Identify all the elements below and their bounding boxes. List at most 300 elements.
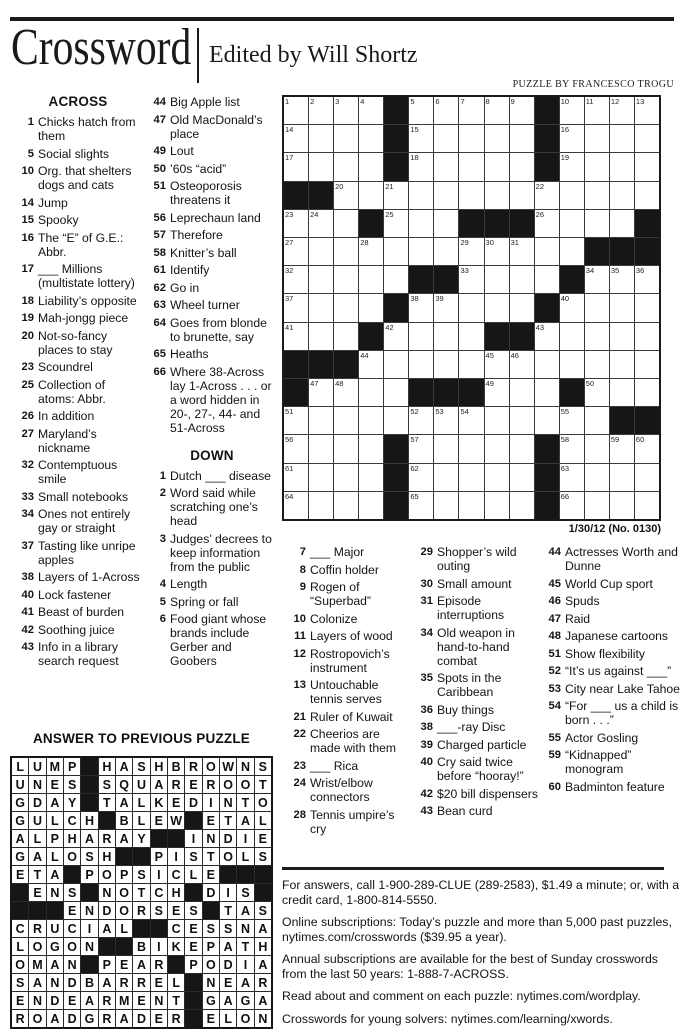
clue-item bbox=[146, 486, 278, 528]
grid-cell[interactable] bbox=[510, 407, 534, 434]
clue-text: Old weapon in hand-to-hand combat bbox=[437, 625, 515, 668]
grid-cell[interactable] bbox=[485, 266, 509, 293]
grid-cell[interactable] bbox=[434, 492, 458, 519]
grid-cell[interactable] bbox=[359, 464, 383, 491]
grid-cell[interactable] bbox=[359, 435, 383, 462]
grid-cell[interactable] bbox=[585, 435, 609, 462]
grid-cell[interactable] bbox=[309, 125, 333, 152]
answer-letter: O bbox=[67, 849, 78, 864]
grid-cell[interactable] bbox=[284, 323, 308, 350]
grid-cell[interactable] bbox=[409, 238, 433, 265]
grid-cell[interactable] bbox=[485, 182, 509, 209]
clue-number: 18 bbox=[21, 294, 34, 307]
grid-cell[interactable] bbox=[585, 379, 609, 406]
grid-cell bbox=[255, 974, 271, 991]
answer-letter: O bbox=[32, 939, 43, 954]
grid-block-cell bbox=[585, 238, 609, 265]
clue-text: Show flexibility bbox=[565, 646, 645, 661]
grid-cell[interactable] bbox=[384, 407, 408, 434]
grid-cell[interactable] bbox=[635, 351, 659, 378]
grid-cell[interactable] bbox=[309, 492, 333, 519]
answer-letter: O bbox=[32, 1011, 43, 1026]
grid-cell[interactable] bbox=[359, 97, 383, 124]
grid-cell[interactable] bbox=[635, 153, 659, 180]
grid-cell[interactable] bbox=[485, 464, 509, 491]
grid-block-cell bbox=[359, 323, 383, 350]
clue-number: 26 bbox=[21, 410, 34, 422]
clue-text: Actresses Worth and Dunne bbox=[565, 545, 678, 573]
grid-cell[interactable] bbox=[309, 435, 333, 462]
grid-cell[interactable] bbox=[434, 238, 458, 265]
grid-cell[interactable] bbox=[485, 351, 509, 378]
grid-cell bbox=[99, 758, 115, 775]
grid-cell[interactable] bbox=[635, 379, 659, 406]
grid-cell[interactable] bbox=[510, 238, 534, 265]
grid-cell bbox=[99, 866, 115, 883]
grid-cell[interactable] bbox=[635, 492, 659, 519]
grid-cell[interactable] bbox=[359, 407, 383, 434]
grid-cell[interactable] bbox=[334, 323, 358, 350]
grid-cell[interactable] bbox=[309, 153, 333, 180]
grid-cell[interactable] bbox=[434, 407, 458, 434]
answer-letter: L bbox=[172, 975, 180, 990]
grid-cell[interactable] bbox=[334, 97, 358, 124]
grid-cell[interactable] bbox=[284, 266, 308, 293]
grid-cell[interactable] bbox=[309, 323, 333, 350]
grid-cell[interactable] bbox=[434, 464, 458, 491]
grid-cell[interactable] bbox=[585, 323, 609, 350]
grid-cell bbox=[64, 776, 80, 793]
clue-number: 59 bbox=[548, 749, 561, 761]
grid-cell[interactable] bbox=[535, 407, 559, 434]
grid-cell[interactable] bbox=[459, 464, 483, 491]
grid-cell[interactable] bbox=[560, 153, 584, 180]
grid-cell[interactable] bbox=[334, 153, 358, 180]
grid-cell[interactable] bbox=[635, 323, 659, 350]
grid-cell[interactable] bbox=[585, 407, 609, 434]
answer-letter: A bbox=[50, 1011, 60, 1026]
grid-cell[interactable] bbox=[510, 435, 534, 462]
grid-cell[interactable] bbox=[409, 323, 433, 350]
grid-cell bbox=[12, 938, 28, 955]
answer-letter: O bbox=[119, 885, 130, 900]
grid-cell[interactable] bbox=[409, 351, 433, 378]
grid-cell[interactable] bbox=[284, 435, 308, 462]
clue-number: 63 bbox=[153, 299, 166, 311]
clue-number: 20 bbox=[21, 329, 34, 342]
grid-cell[interactable] bbox=[459, 238, 483, 265]
grid-cell[interactable] bbox=[510, 492, 534, 519]
grid-cell[interactable] bbox=[334, 182, 358, 209]
grid-cell bbox=[220, 848, 236, 865]
grid-cell[interactable] bbox=[334, 210, 358, 237]
grid-cell[interactable] bbox=[359, 153, 383, 180]
grid-cell[interactable] bbox=[359, 351, 383, 378]
grid-cell bbox=[133, 902, 149, 919]
grid-cell[interactable] bbox=[409, 125, 433, 152]
grid-cell[interactable] bbox=[510, 464, 534, 491]
grid-cell[interactable] bbox=[535, 351, 559, 378]
grid-block-cell bbox=[168, 956, 184, 973]
grid-cell[interactable] bbox=[585, 266, 609, 293]
grid-cell bbox=[185, 758, 201, 775]
grid-cell[interactable] bbox=[510, 153, 534, 180]
cell-number: 28 bbox=[360, 238, 369, 247]
answer-letter: A bbox=[240, 903, 250, 918]
grid-cell[interactable] bbox=[610, 153, 634, 180]
grid-cell[interactable] bbox=[459, 407, 483, 434]
grid-cell[interactable] bbox=[459, 323, 483, 350]
grid-cell[interactable] bbox=[434, 97, 458, 124]
grid-cell[interactable] bbox=[610, 464, 634, 491]
grid-cell bbox=[168, 920, 184, 937]
grid-cell[interactable] bbox=[485, 379, 509, 406]
grid-cell[interactable] bbox=[610, 210, 634, 237]
grid-cell[interactable] bbox=[434, 294, 458, 321]
grid-cell[interactable] bbox=[334, 407, 358, 434]
answer-letter: B bbox=[119, 813, 129, 828]
grid-cell bbox=[64, 992, 80, 1009]
grid-cell[interactable] bbox=[635, 266, 659, 293]
grid-cell bbox=[237, 920, 253, 937]
grid-cell[interactable] bbox=[610, 323, 634, 350]
clue-item bbox=[286, 647, 412, 675]
grid-cell[interactable] bbox=[284, 153, 308, 180]
clue-text: Ones not entirely gay or straight bbox=[38, 507, 131, 535]
grid-cell[interactable] bbox=[485, 294, 509, 321]
grid-cell[interactable] bbox=[585, 210, 609, 237]
grid-cell[interactable] bbox=[510, 266, 534, 293]
grid-cell[interactable] bbox=[434, 182, 458, 209]
grid-cell[interactable] bbox=[409, 407, 433, 434]
grid-cell[interactable] bbox=[610, 351, 634, 378]
grid-cell[interactable] bbox=[459, 492, 483, 519]
grid-cell[interactable] bbox=[585, 351, 609, 378]
grid-cell[interactable] bbox=[610, 294, 634, 321]
clue-text: ___ Millions (multistate lottery) bbox=[38, 262, 135, 290]
grid-cell[interactable] bbox=[384, 182, 408, 209]
clue-item bbox=[413, 577, 540, 591]
down-header: DOWN bbox=[190, 447, 234, 463]
grid-cell[interactable] bbox=[560, 464, 584, 491]
clue-text: Coffin holder bbox=[310, 562, 379, 577]
grid-cell[interactable] bbox=[635, 182, 659, 209]
cell-number: 33 bbox=[460, 266, 469, 276]
grid-cell[interactable] bbox=[309, 464, 333, 491]
answer-letter: I bbox=[174, 849, 178, 864]
grid-cell[interactable] bbox=[635, 125, 659, 152]
grid-cell[interactable] bbox=[284, 210, 308, 237]
grid-block-cell bbox=[116, 938, 132, 955]
answer-letter: L bbox=[137, 795, 146, 810]
grid-cell[interactable] bbox=[560, 210, 584, 237]
grid-cell[interactable] bbox=[560, 97, 584, 124]
grid-cell bbox=[151, 794, 167, 811]
grid-cell[interactable] bbox=[384, 238, 408, 265]
grid-cell bbox=[220, 956, 236, 973]
grid-cell[interactable] bbox=[535, 266, 559, 293]
grid-cell bbox=[151, 956, 167, 973]
grid-cell[interactable] bbox=[409, 492, 433, 519]
clue-number: 62 bbox=[153, 281, 166, 294]
grid-cell[interactable] bbox=[334, 435, 358, 462]
answer-letter: A bbox=[223, 939, 233, 954]
grid-cell[interactable] bbox=[535, 323, 559, 350]
grid-cell[interactable] bbox=[560, 294, 584, 321]
grid-cell[interactable] bbox=[585, 153, 609, 180]
grid-block-cell bbox=[610, 407, 634, 434]
grid-cell[interactable] bbox=[535, 238, 559, 265]
grid-cell[interactable] bbox=[585, 294, 609, 321]
grid-cell[interactable] bbox=[510, 294, 534, 321]
grid-cell[interactable] bbox=[635, 294, 659, 321]
grid-cell[interactable] bbox=[535, 379, 559, 406]
grid-cell[interactable] bbox=[610, 266, 634, 293]
cell-number: 3 bbox=[335, 97, 340, 106]
grid-cell[interactable] bbox=[434, 125, 458, 152]
grid-cell bbox=[47, 956, 63, 973]
grid-cell[interactable] bbox=[560, 407, 584, 434]
clue-item bbox=[14, 311, 142, 325]
grid-cell[interactable] bbox=[334, 266, 358, 293]
grid-cell bbox=[203, 1010, 219, 1027]
grid-cell[interactable] bbox=[560, 182, 584, 209]
grid-cell[interactable] bbox=[485, 238, 509, 265]
grid-cell[interactable] bbox=[384, 379, 408, 406]
grid-cell[interactable] bbox=[384, 210, 408, 237]
grid-cell[interactable] bbox=[409, 210, 433, 237]
grid-cell[interactable] bbox=[585, 464, 609, 491]
clue-text: Wrist/elbow connectors bbox=[310, 776, 373, 804]
grid-cell[interactable] bbox=[434, 153, 458, 180]
clue-text: Not-so-fancy places to stay bbox=[38, 328, 113, 357]
grid-cell[interactable] bbox=[284, 97, 308, 124]
cell-number: 48 bbox=[335, 379, 344, 388]
grid-cell[interactable] bbox=[610, 97, 634, 124]
grid-cell bbox=[99, 974, 115, 991]
grid-cell[interactable] bbox=[409, 294, 433, 321]
grid-cell[interactable] bbox=[560, 238, 584, 265]
clue-text: Shopper’s wild outing bbox=[437, 545, 517, 573]
grid-cell[interactable] bbox=[635, 464, 659, 491]
grid-cell[interactable] bbox=[635, 435, 659, 462]
clue-item bbox=[14, 147, 142, 161]
grid-cell[interactable] bbox=[459, 182, 483, 209]
clue-item bbox=[286, 759, 412, 773]
clue-item bbox=[286, 563, 412, 577]
cell-number: 30 bbox=[485, 238, 494, 247]
clue-text: Length bbox=[170, 577, 208, 591]
grid-cell[interactable] bbox=[459, 97, 483, 124]
clue-item bbox=[146, 113, 278, 141]
grid-cell[interactable] bbox=[535, 210, 559, 237]
answer-letter: A bbox=[50, 795, 60, 810]
grid-cell[interactable] bbox=[409, 464, 433, 491]
grid-cell[interactable] bbox=[409, 97, 433, 124]
footer-line: Read about and comment on each puzzle: nytimes.com/wordplay. bbox=[282, 989, 641, 1004]
grid-cell[interactable] bbox=[560, 435, 584, 462]
grid-cell bbox=[133, 776, 149, 793]
grid-cell[interactable] bbox=[359, 379, 383, 406]
clue-number: 48 bbox=[548, 630, 561, 642]
grid-cell[interactable] bbox=[309, 379, 333, 406]
clue-item bbox=[413, 755, 540, 783]
clue-number: 24 bbox=[293, 777, 306, 789]
clue-text: Old MacDonald’s place bbox=[170, 112, 263, 141]
grid-cell[interactable] bbox=[309, 266, 333, 293]
grid-cell[interactable] bbox=[459, 125, 483, 152]
grid-cell[interactable] bbox=[309, 407, 333, 434]
grid-cell bbox=[116, 866, 132, 883]
cell-number: 56 bbox=[285, 435, 294, 445]
grid-cell[interactable] bbox=[560, 351, 584, 378]
grid-cell[interactable] bbox=[459, 435, 483, 462]
grid-cell bbox=[220, 830, 236, 847]
clue-number: 37 bbox=[21, 539, 34, 552]
grid-cell[interactable] bbox=[384, 351, 408, 378]
grid-cell[interactable] bbox=[359, 266, 383, 293]
grid-cell[interactable] bbox=[284, 125, 308, 152]
grid-cell[interactable] bbox=[309, 238, 333, 265]
grid-cell[interactable] bbox=[459, 266, 483, 293]
grid-cell[interactable] bbox=[334, 379, 358, 406]
grid-cell[interactable] bbox=[459, 153, 483, 180]
grid-cell[interactable] bbox=[359, 294, 383, 321]
grid-cell[interactable] bbox=[284, 238, 308, 265]
clue-item bbox=[541, 545, 684, 573]
grid-cell bbox=[99, 956, 115, 973]
answer-letter: I bbox=[243, 957, 248, 972]
grid-cell[interactable] bbox=[459, 351, 483, 378]
answer-letter: S bbox=[154, 903, 163, 918]
grid-cell[interactable] bbox=[409, 435, 433, 462]
grid-cell[interactable] bbox=[485, 407, 509, 434]
grid-cell[interactable] bbox=[585, 492, 609, 519]
answer-letter: N bbox=[206, 975, 216, 990]
answer-letter: S bbox=[137, 759, 146, 774]
grid-cell[interactable] bbox=[585, 182, 609, 209]
answer-letter: S bbox=[223, 921, 233, 936]
answer-letter: G bbox=[15, 813, 26, 828]
clue-item bbox=[14, 458, 142, 486]
grid-cell[interactable] bbox=[334, 464, 358, 491]
grid-cell bbox=[64, 794, 80, 811]
grid-cell[interactable] bbox=[610, 182, 634, 209]
cell-number: 64 bbox=[285, 491, 294, 501]
grid-cell[interactable] bbox=[560, 492, 584, 519]
footer-line: Annual subscriptions are available for the best of Sunday crosswords from the last 50 years: 1-888-7-ACROSS. bbox=[282, 952, 658, 981]
grid-cell[interactable] bbox=[610, 492, 634, 519]
grid-cell[interactable] bbox=[585, 97, 609, 124]
answer-letter: P bbox=[119, 867, 129, 882]
clue-item bbox=[286, 678, 412, 706]
clue-text: Dutch ___ disease bbox=[170, 468, 271, 483]
clue-text: Layers of wood bbox=[310, 629, 393, 643]
cell-number: 4 bbox=[360, 97, 365, 106]
answer-letter: S bbox=[85, 849, 94, 864]
grid-cell[interactable] bbox=[635, 97, 659, 124]
grid-cell[interactable] bbox=[560, 125, 584, 152]
grid-cell bbox=[47, 920, 63, 937]
grid-cell[interactable] bbox=[334, 238, 358, 265]
grid-cell[interactable] bbox=[485, 153, 509, 180]
clue-item bbox=[286, 545, 412, 559]
grid-cell[interactable] bbox=[585, 125, 609, 152]
grid-cell[interactable] bbox=[485, 97, 509, 124]
grid-cell[interactable] bbox=[284, 407, 308, 434]
grid-cell[interactable] bbox=[485, 125, 509, 152]
grid-cell[interactable] bbox=[560, 323, 584, 350]
grid-cell[interactable] bbox=[610, 125, 634, 152]
clue-text: Spuds bbox=[565, 594, 600, 608]
cell-number: 10 bbox=[560, 97, 570, 106]
grid-cell[interactable] bbox=[334, 294, 358, 321]
grid-cell bbox=[168, 884, 184, 901]
grid-cell[interactable] bbox=[384, 266, 408, 293]
grid-cell[interactable] bbox=[434, 323, 458, 350]
grid-cell[interactable] bbox=[535, 182, 559, 209]
grid-cell[interactable] bbox=[510, 125, 534, 152]
grid-cell[interactable] bbox=[359, 182, 383, 209]
grid-cell[interactable] bbox=[309, 294, 333, 321]
grid-cell[interactable] bbox=[610, 379, 634, 406]
answer-letter: O bbox=[119, 903, 130, 918]
grid-cell[interactable] bbox=[434, 210, 458, 237]
clue-item bbox=[146, 179, 278, 207]
clue-column-5 bbox=[541, 545, 684, 797]
grid-cell[interactable] bbox=[434, 351, 458, 378]
grid-cell[interactable] bbox=[434, 435, 458, 462]
grid-cell[interactable] bbox=[409, 153, 433, 180]
grid-cell[interactable] bbox=[459, 294, 483, 321]
clue-number: 56 bbox=[153, 211, 166, 224]
cell-number: 26 bbox=[535, 209, 544, 219]
grid-cell[interactable] bbox=[334, 125, 358, 152]
grid-cell[interactable] bbox=[334, 492, 358, 519]
answer-letter: E bbox=[171, 903, 181, 918]
grid-cell[interactable] bbox=[359, 125, 383, 152]
grid-cell[interactable] bbox=[359, 492, 383, 519]
grid-cell[interactable] bbox=[409, 182, 433, 209]
answer-letter: O bbox=[101, 867, 112, 882]
grid-cell[interactable] bbox=[384, 323, 408, 350]
grid-cell[interactable] bbox=[309, 210, 333, 237]
grid-cell bbox=[133, 974, 149, 991]
grid-cell[interactable] bbox=[284, 492, 308, 519]
grid-cell[interactable] bbox=[485, 492, 509, 519]
cell-number: 36 bbox=[635, 266, 645, 276]
answer-letter: S bbox=[102, 777, 111, 792]
grid-block-cell bbox=[220, 866, 236, 883]
grid-cell[interactable] bbox=[510, 351, 534, 378]
clue-number: 27 bbox=[21, 427, 34, 440]
cell-number: 43 bbox=[535, 322, 544, 332]
grid-cell[interactable] bbox=[610, 435, 634, 462]
clue-text: Lock fastener bbox=[38, 587, 112, 602]
clue-number: 15 bbox=[21, 214, 34, 226]
grid-cell[interactable] bbox=[510, 379, 534, 406]
grid-cell[interactable] bbox=[510, 97, 534, 124]
grid-cell[interactable] bbox=[485, 435, 509, 462]
clue-text: ’60s “acid” bbox=[170, 161, 227, 176]
grid-cell[interactable] bbox=[284, 294, 308, 321]
grid-cell[interactable] bbox=[309, 97, 333, 124]
grid-cell[interactable] bbox=[510, 182, 534, 209]
answer-letter: R bbox=[102, 1011, 112, 1026]
grid-cell[interactable] bbox=[284, 464, 308, 491]
grid-cell[interactable] bbox=[359, 238, 383, 265]
cell-number: 22 bbox=[535, 181, 544, 191]
